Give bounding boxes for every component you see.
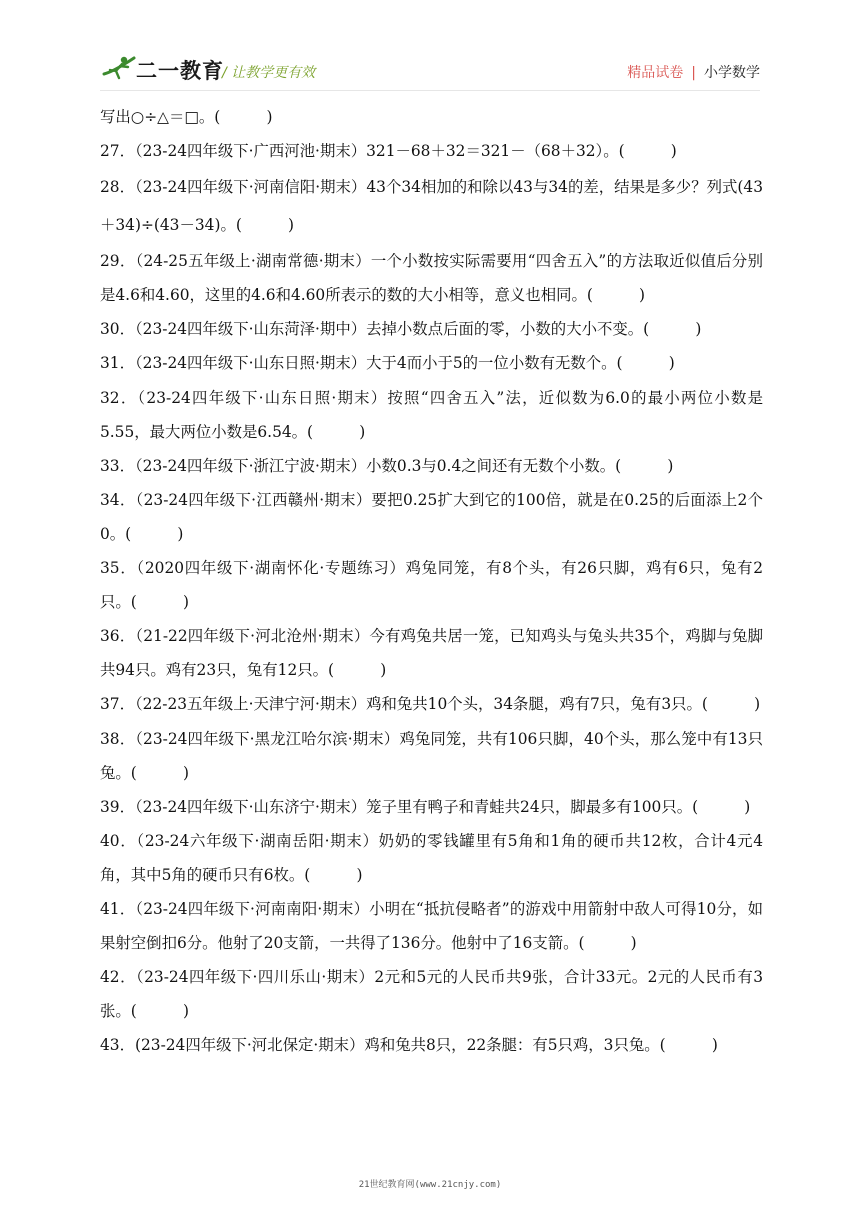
question-item: 29．（24-25五年级上·湖南常德·期末）一个小数按实际需要用“四舍五入”的方法取近似值后分别是4.6和4.60，这里的4.6和4.60所表示的数的大小相等，意义也相同。( ): [100, 252, 763, 305]
question-item: 31．（23-24四年级下·山东日照·期末）大于4而小于5的一位小数有无数个。( ): [100, 354, 675, 373]
question-item: 39．（23-24四年级下·山东济宁·期末）笼子里有鸭子和青蛙共24只，脚最多有100只。( ): [100, 797, 751, 816]
question-item: 38．（23-24四年级下·黑龙江哈尔滨·期末）鸡兔同笼，共有106只脚，40个头，那么笼中有13只兔。( ): [100, 729, 763, 782]
question-item: 写出○÷△＝□。( ): [100, 108, 273, 126]
series-label: 精品试卷: [627, 65, 684, 81]
question-item: 41．（23-24四年级下·河南南阳·期末）小明在“抵抗侵略者”的游戏中用箭射中敌人可得10分，如果射空倒扣6分。他射了20支箭，一共得了136分。他射中了16支箭。( ): [100, 899, 763, 953]
header-separator: |: [691, 65, 696, 81]
question-item: 36．（21-22四年级下·河北沧州·期末）今有鸡兔共居一笼，已知鸡头与兔头共35个，鸡脚与兔脚共94只。鸡有23只，兔有12只。( ): [100, 627, 763, 680]
slogan: / 让教学更有效: [222, 65, 316, 81]
page-header: [100, 52, 760, 92]
question-item: 30．（23-24四年级下·山东菏泽·期中）去掉小数点后面的零，小数的大小不变。( ): [100, 320, 702, 339]
question-item: 43．(23-24四年级下·河北保定·期末）鸡和兔共8只，22条腿：有5只鸡，3只兔。( ): [100, 1036, 718, 1055]
subject-label: 小学数学: [704, 65, 760, 81]
question-item: 35．（2020四年级下·湖南怀化·专题练习）鸡兔同笼，有8个头，有26只脚，鸡有6只，兔有2只。( ): [100, 559, 763, 612]
question-item: 40．（23-24六年级下·湖南岳阳·期末）奶奶的零钱罐里有5角和1角的硬币共12枚，合计4元4角，其中5角的硬币只有6枚。( ): [100, 831, 763, 884]
question-item: 34．（23-24四年级下·江西赣州·期末）要把0.25扩大到它的100倍，就是在0.25的后面添上2个0。( ): [100, 490, 763, 543]
logo-text: 二一教育: [136, 59, 224, 83]
question-item: 33．（23-24四年级下·浙江宁波·期末）小数0.3与0.4之间还有无数个小数。( ): [100, 456, 674, 475]
question-item: 37．（22-23五年级上·天津宁河·期末）鸡和兔共10个头，34条腿，鸡有7只，兔有3只。( ): [100, 695, 761, 714]
running-figure-icon: [102, 54, 136, 82]
page-footer: 21世纪教育网(www.21cnjy.com): [358, 1180, 502, 1190]
question-list: [100, 100, 763, 1062]
header-divider: [100, 90, 760, 91]
question-item: 32．（23-24四年级下·山东日照·期末）按照“四舍五入”法，近似数为6.0的最小两位小数是5.55，最大两位小数是6.54。( ): [100, 388, 763, 441]
question-item: 27．（23-24四年级下·广西河池·期末）321－68＋32＝321－（68＋32）。( ): [100, 142, 677, 161]
question-item: 28．（23-24四年级下·河南信阳·期末）43个34相加的和除以43与34的差，结果是多少？列式(43＋34)÷(43－34)。( ): [100, 178, 763, 235]
header-right: [627, 62, 760, 82]
question-item: 42．（23-24四年级下·四川乐山·期末）2元和5元的人民币共9张，合计33元。2元的人民币有3张。( ): [100, 968, 763, 1021]
